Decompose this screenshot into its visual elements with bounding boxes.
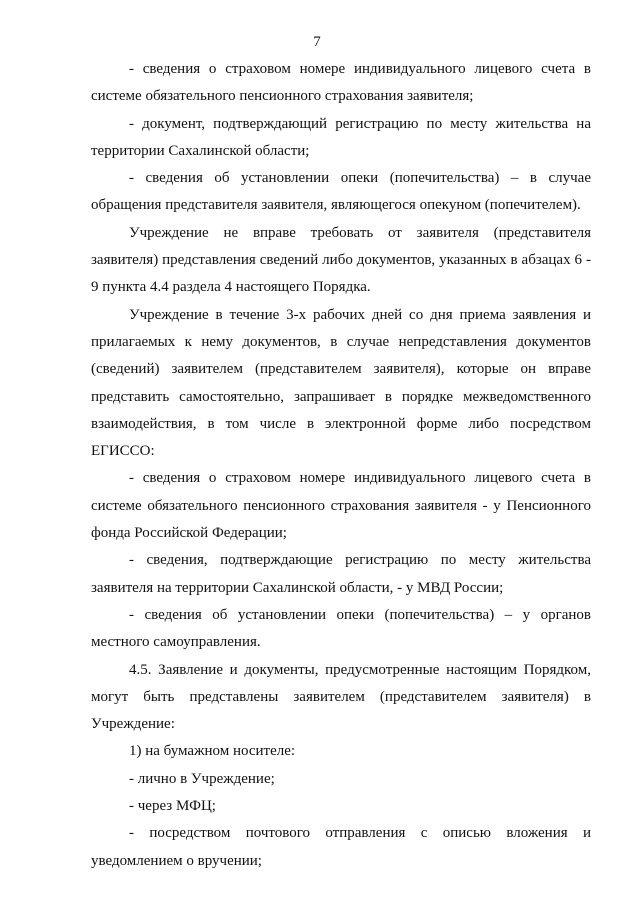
paragraph: - сведения, подтверждающие регистрацию по месту жительства заявителя на территории Сахалинской области, - у МВД России; — [91, 552, 591, 596]
paragraph: - посредством почтового отправления с описью вложения и уведомлением о вручении; — [91, 825, 591, 869]
paragraph: Учреждение в течение 3-х рабочих дней со дня приема заявления и прилагаемых к нему документов, в случае непредставления документов (сведений) заявителем (представителем заявителя), которые он вправе представить самостоятельно, запрашивает в порядке межведомственного взаимодействия, в том числе в электронной форме либо посредством ЕГИССО: — [91, 306, 591, 460]
paragraph: - сведения о страховом номере индивидуального лицевого счета в системе обязательного пенсионного страхования заявителя - у Пенсионного фонда Российской Федерации; — [91, 470, 591, 542]
paragraph: - сведения об установлении опеки (попечительства) – у органов местного самоуправления. — [91, 606, 591, 651]
paragraph: 1) на бумажном носителе: — [129, 743, 296, 760]
paragraph: - документ, подтверждающий регистрацию по месту жительства на территории Сахалинской области; — [91, 115, 591, 159]
page-number: 7 — [313, 34, 321, 50]
document-body — [91, 56, 591, 875]
paragraph: 4.5. Заявление и документы, предусмотренные настоящим Порядком, могут быть представлены заявителем (представителем заявителя) в Учреждение: — [91, 661, 591, 733]
paragraph: - лично в Учреждение; — [129, 770, 275, 787]
paragraph: Учреждение не вправе требовать от заявителя (представителя заявителя) представления сведений либо документов, указанных в абзацах 6 - 9 пункта 4.4 раздела 4 настоящего Порядка. — [91, 224, 591, 296]
paragraph: - сведения об установлении опеки (попечительства) – в случае обращения представителя заявителя, являющегося опекуном (попечителем). — [91, 170, 591, 214]
paragraph: - через МФЦ; — [129, 798, 216, 815]
paragraph: - сведения о страховом номере индивидуального лицевого счета в системе обязательного пенсионного страхования заявителя; — [91, 61, 591, 105]
